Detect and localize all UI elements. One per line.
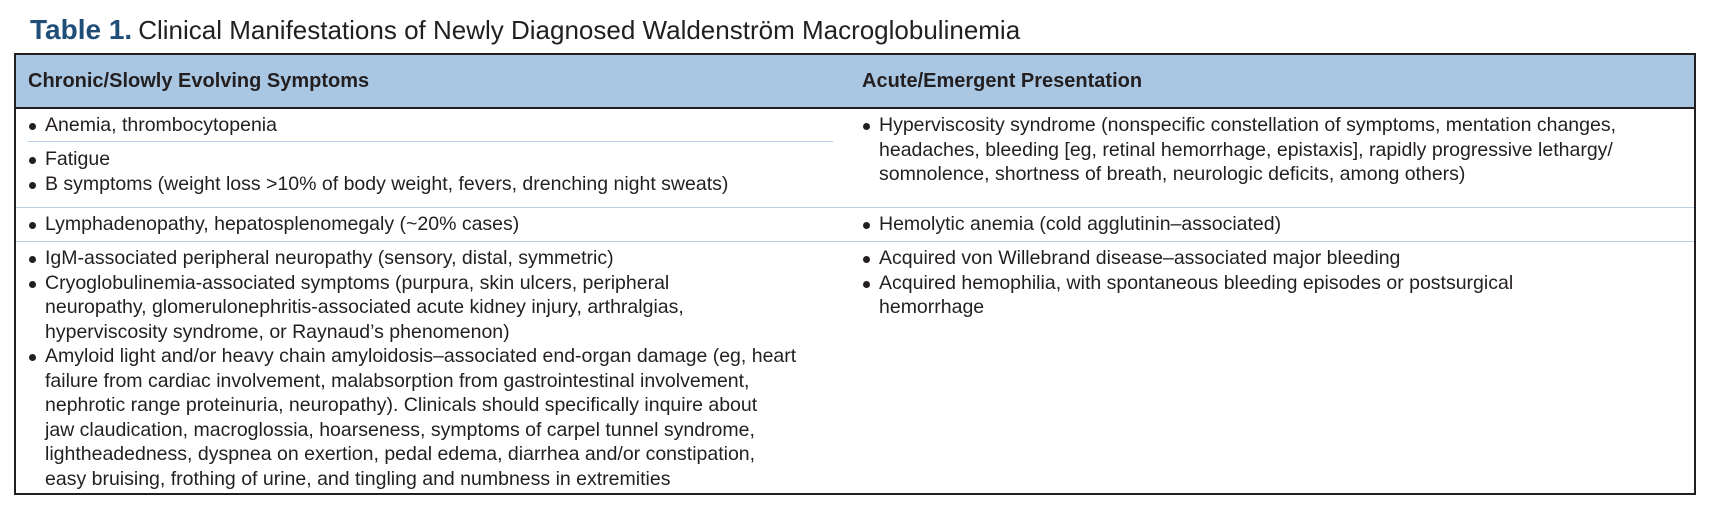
table-title bbox=[30, 12, 1020, 48]
chronic-list bbox=[28, 147, 728, 196]
table-label: Table 1. bbox=[30, 14, 133, 45]
chronic-list bbox=[28, 246, 796, 491]
header-acute: Acute/Emergent Presentation bbox=[862, 70, 1143, 92]
acute-list bbox=[862, 212, 1281, 237]
list-item-line: Hyperviscosity syndrome (nonspecific constellation of symptoms, mentation changes, bbox=[879, 114, 1616, 136]
list-item-line: nephrotic range proteinuria, neuropathy). Clinicals should specifically inquire about bbox=[45, 394, 758, 416]
list-item: Anemia, thrombocytopenia bbox=[28, 113, 277, 138]
list-item-line: Cryoglobulinemia-associated symptoms (purpura, skin ulcers, peripheral bbox=[45, 271, 670, 294]
table-title-text: Clinical Manifestations of Newly Diagnosed Waldenström Macroglobulinemia bbox=[138, 15, 1021, 45]
list-item-line: Acquired hemophilia, with spontaneous bleeding episodes or postsurgical bbox=[879, 271, 1514, 294]
table-row bbox=[16, 109, 1694, 208]
table-row bbox=[16, 208, 1694, 242]
list-item-line: failure from cardiac involvement, malabsorption from gastrointestinal involvement, bbox=[45, 369, 750, 392]
list-item: Hemolytic anemia (cold agglutinin–associated) bbox=[862, 212, 1281, 237]
list-item: Fatigue bbox=[28, 147, 728, 172]
list-item-line: lightheadedness, dyspnea on exertion, pedal edema, diarrhea and/or constipation, bbox=[45, 443, 756, 465]
header-chronic: Chronic/Slowly Evolving Symptoms bbox=[28, 70, 370, 92]
list-item-line: hemorrhage bbox=[879, 296, 985, 318]
list-item bbox=[28, 344, 796, 491]
list-item-line: headaches, bleeding [eg, retinal hemorrhage, epistaxis], rapidly progressive lethargy/ bbox=[879, 138, 1613, 161]
list-item: B symptoms (weight loss >10% of body weight, fevers, drenching night sweats) bbox=[28, 172, 728, 197]
acute-list bbox=[862, 246, 1513, 320]
list-item-line: Amyloid light and/or heavy chain amyloidosis–associated end-organ damage (eg, heart bbox=[45, 345, 797, 367]
table-row bbox=[16, 242, 1694, 493]
list-item-line: IgM-associated peripheral neuropathy (sensory, distal, symmetric) bbox=[45, 247, 614, 269]
list-item-line: neuropathy, glomerulonephritis-associated acute kidney injury, arthralgias, bbox=[45, 296, 684, 318]
list-item-line: Acquired von Willebrand disease–associated major bleeding bbox=[879, 247, 1401, 269]
list-item: Lymphadenopathy, hepatosplenomegaly (~20% cases) bbox=[28, 212, 519, 237]
list-item-line: easy bruising, frothing of urine, and tingling and numbness in extremities bbox=[45, 467, 671, 490]
chronic-list bbox=[28, 212, 519, 237]
list-item-line: somnolence, shortness of breath, neurologic deficits, among others) bbox=[879, 163, 1466, 185]
list-item-line: hyperviscosity syndrome, or Raynaud’s phenomenon) bbox=[45, 320, 510, 343]
list-item bbox=[862, 246, 1513, 271]
cell-divider bbox=[28, 141, 833, 142]
chronic-list bbox=[28, 113, 277, 138]
list-item bbox=[862, 271, 1513, 320]
list-item bbox=[28, 246, 796, 271]
acute-list bbox=[862, 113, 1616, 187]
list-item bbox=[862, 113, 1616, 187]
list-item bbox=[28, 271, 796, 345]
list-item-line: jaw claudication, macroglossia, hoarseness, symptoms of carpel tunnel syndrome, bbox=[45, 418, 755, 441]
table-header bbox=[16, 55, 1694, 109]
manifestations-table bbox=[14, 53, 1696, 495]
